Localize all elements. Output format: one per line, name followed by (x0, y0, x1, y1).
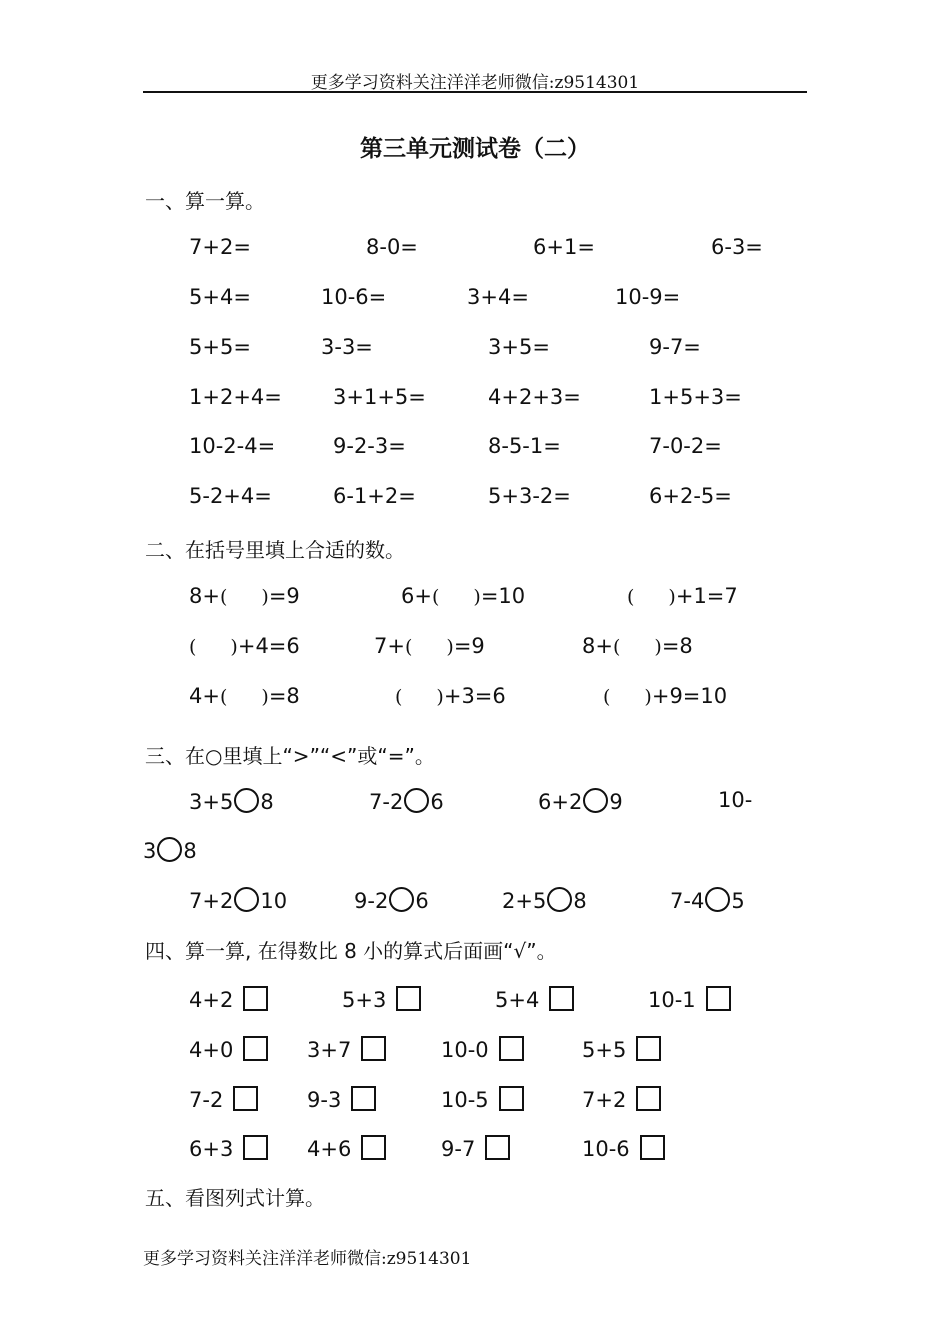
compare-circle[interactable] (583, 788, 608, 813)
page-footer: 更多学习资料关注洋洋老师微信:z9514301 (143, 1249, 472, 1269)
s1-problem: 4+2+3= (488, 385, 581, 409)
s1-problem: 5-2+4= (189, 484, 272, 508)
s1-problem: 5+4= (189, 285, 251, 309)
s1-problem: 1+5+3= (649, 385, 742, 409)
s1-problem: 10-6= (321, 285, 387, 309)
s4-problem: 4+0 (189, 1036, 268, 1062)
compare-circle[interactable] (157, 837, 182, 862)
compare-circle[interactable] (547, 887, 572, 912)
check-box[interactable] (485, 1135, 510, 1160)
s1-problem: 9-2-3= (333, 434, 406, 458)
check-box[interactable] (351, 1086, 376, 1111)
s2-problem: 8+( )=8 (582, 634, 693, 658)
s3-problem: 3+5 8 (189, 790, 274, 814)
section5-heading: 五、看图列式计算。 (145, 1186, 325, 1210)
s4-problem: 6+3 (189, 1135, 268, 1161)
s4-problem: 3+7 (307, 1036, 386, 1062)
s4-problem: 4+6 (307, 1135, 386, 1161)
section4-heading: 四、算一算, 在得数比 8 小的算式后面画“√”。 (145, 939, 557, 963)
check-box[interactable] (233, 1086, 258, 1111)
check-box[interactable] (361, 1036, 386, 1061)
s2-problem: ( )+3=6 (395, 684, 506, 708)
s1-problem: 5+3-2= (488, 484, 571, 508)
s1-problem: 1+2+4= (189, 385, 282, 409)
section1-heading: 一、算一算。 (145, 189, 265, 213)
s4-problem: 7+2 (582, 1086, 661, 1112)
section3-heading: 三、在○里填上“>”“<”或“=”。 (145, 744, 435, 768)
check-box[interactable] (549, 986, 574, 1011)
s2-problem: 4+( )=8 (189, 684, 300, 708)
s1-problem: 6+2-5= (649, 484, 732, 508)
s2-problem: 8+( )=9 (189, 584, 300, 608)
compare-circle[interactable] (705, 887, 730, 912)
check-box[interactable] (243, 1036, 268, 1061)
check-box[interactable] (499, 1086, 524, 1111)
check-box[interactable] (243, 1135, 268, 1160)
s1-problem: 6-1+2= (333, 484, 416, 508)
check-box[interactable] (243, 986, 268, 1011)
s1-problem: 10-9= (615, 285, 681, 309)
s4-problem: 9-3 (307, 1086, 376, 1112)
s4-problem: 10-0 (441, 1036, 524, 1062)
s2-problem: ( )+9=10 (603, 684, 728, 708)
s1-problem: 3+4= (467, 285, 529, 309)
s4-problem: 5+5 (582, 1036, 661, 1062)
section2-heading: 二、在括号里填上合适的数。 (145, 538, 405, 562)
s1-problem: 3+5= (488, 335, 550, 359)
s2-problem: 7+( )=9 (374, 634, 485, 658)
s1-problem: 8-5-1= (488, 434, 561, 458)
check-box[interactable] (396, 986, 421, 1011)
page-header: 更多学习资料关注洋洋老师微信:z9514301 (310, 73, 640, 93)
s4-problem: 4+2 (189, 986, 268, 1012)
s3-problem-wrap: 10- (718, 788, 753, 812)
compare-circle[interactable] (389, 887, 414, 912)
check-box[interactable] (361, 1135, 386, 1160)
s1-problem: 7+2= (189, 235, 251, 259)
check-box[interactable] (706, 986, 731, 1011)
s1-problem: 7-0-2= (649, 434, 722, 458)
s3-problem: 6+2 9 (538, 790, 623, 814)
s4-problem: 10-5 (441, 1086, 524, 1112)
s4-problem: 10-6 (582, 1135, 665, 1161)
compare-circle[interactable] (234, 887, 259, 912)
page-title: 第三单元测试卷（二） (360, 135, 590, 162)
check-box[interactable] (499, 1036, 524, 1061)
s2-problem: ( )+1=7 (627, 584, 738, 608)
s4-problem: 5+4 (495, 986, 574, 1012)
s3-problem: 9-2 6 (354, 889, 429, 913)
compare-circle[interactable] (234, 788, 259, 813)
s2-problem: ( )+4=6 (189, 634, 300, 658)
s3-problem: 7-2 6 (369, 790, 444, 814)
compare-circle[interactable] (404, 788, 429, 813)
s1-problem: 6+1= (533, 235, 595, 259)
s4-problem: 9-7 (441, 1135, 510, 1161)
s3-problem: 7+2 10 (189, 889, 288, 913)
s4-problem: 7-2 (189, 1086, 258, 1112)
s1-problem: 6-3= (711, 235, 763, 259)
check-box[interactable] (636, 1086, 661, 1111)
s4-problem: 10-1 (648, 986, 731, 1012)
s1-problem: 8-0= (366, 235, 418, 259)
s1-problem: 10-2-4= (189, 434, 276, 458)
header-divider (143, 91, 807, 93)
s1-problem: 3+1+5= (333, 385, 426, 409)
s3-problem: 7-4 5 (670, 889, 745, 913)
s1-problem: 5+5= (189, 335, 251, 359)
s3-problem: 2+5 8 (502, 889, 587, 913)
s1-problem: 9-7= (649, 335, 701, 359)
check-box[interactable] (636, 1036, 661, 1061)
s4-problem: 5+3 (342, 986, 421, 1012)
s1-problem: 3-3= (321, 335, 373, 359)
check-box[interactable] (640, 1135, 665, 1160)
s3-problem-wrap: 3 8 (143, 839, 197, 863)
s2-problem: 6+( )=10 (401, 584, 526, 608)
